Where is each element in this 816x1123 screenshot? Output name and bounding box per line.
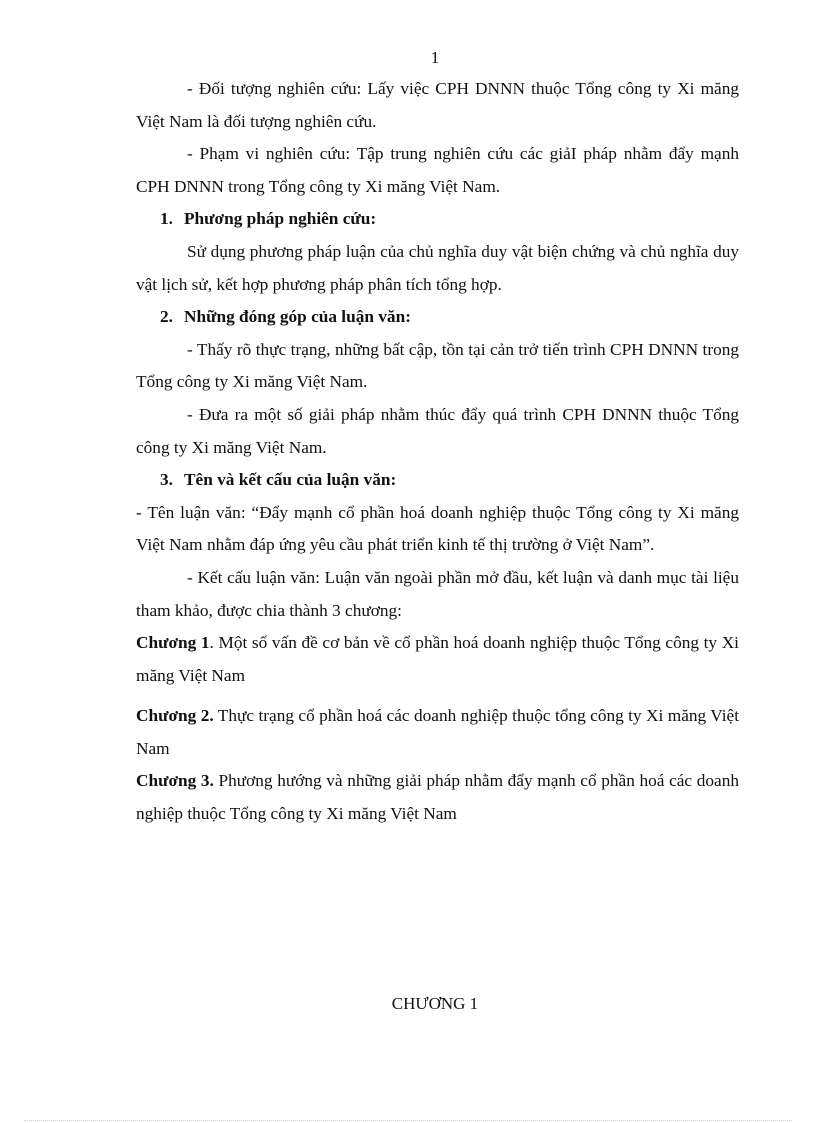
heading-number: 2. (160, 307, 173, 327)
paragraph-research-object: - Đối tượng nghiên cứu: Lấy việc CPH DNNN thuộc Tổng công ty Xi măng Việt Nam là đối tượng nghiên cứu. (136, 79, 739, 131)
heading-text: Phương pháp nghiên cứu: (184, 209, 377, 229)
heading-title-structure (136, 464, 739, 497)
chapter-1-line (136, 627, 739, 692)
paragraph-contribution-2: - Đưa ra một số giải pháp nhằm thúc đẩy quá trình CPH DNNN thuộc Tổng công ty Xi măng Việt Nam. (136, 404, 739, 457)
heading-number: 3. (160, 470, 173, 490)
chapter-2-line (136, 700, 739, 765)
heading-number: 1. (160, 209, 173, 229)
chapter-text: . Một số vấn đề cơ bản về cổ phần hoá doanh nghiệp thuộc Tổng công ty Xi măng Việt Nam (136, 633, 739, 685)
chapter-text: Phương hướng và những giải pháp nhằm đẩy mạnh cổ phần hoá các doanh nghiệp thuộc Tổng công ty Xi măng Việt Nam (136, 771, 739, 824)
chapter-3-line (136, 765, 739, 830)
chapter-text: Thực trạng cổ phần hoá các doanh nghiệp thuộc tổng công ty Xi măng Việt Nam (136, 706, 739, 758)
page-bottom-divider (24, 1120, 792, 1121)
heading-text: Tên và kết cấu của luận văn: (184, 470, 397, 490)
heading-research-method (136, 203, 739, 236)
chapter-label: Chương 3. (136, 771, 214, 791)
heading-text: Những đóng góp của luận văn: (184, 307, 411, 327)
heading-contributions (136, 301, 739, 334)
page-number: 1 (430, 48, 440, 67)
document-body (136, 73, 739, 831)
paragraph-method-text: Sử dụng phương pháp luận của chủ nghĩa duy vật biện chứng và chủ nghĩa duy vật lịch sử, kết hợp phương pháp phân tích tổng hợp. (136, 241, 739, 294)
paragraph-thesis-structure: - Kết cấu luận văn: Luận văn ngoài phần mở đầu, kết luận và danh mục tài liệu tham khảo, được chia thành 3 chương: (136, 567, 739, 620)
chapter-label: Chương 1 (136, 633, 210, 653)
chapter-heading: CHƯƠNG 1 (391, 994, 479, 1013)
paragraph-thesis-title: - Tên luận văn: “Đẩy mạnh cổ phần hoá doanh nghiệp thuộc Tổng công ty Xi măng Việt Nam nhằm đáp ứng yêu cầu phát triển kinh tế thị trường ở Việt Nam”. (136, 502, 739, 555)
paragraph-research-scope: - Phạm vi nghiên cứu: Tập trung nghiên cứu các giảI pháp nhằm đẩy mạnh CPH DNNN trong Tổng công ty Xi măng Việt Nam. (136, 144, 739, 196)
chapter-label: Chương 2. (136, 706, 214, 726)
paragraph-contribution-1: - Thấy rõ thực trạng, những bất cập, tồn tại cản trở tiến trình CPH DNNN trong Tổng công ty Xi măng Việt Nam. (136, 339, 739, 392)
